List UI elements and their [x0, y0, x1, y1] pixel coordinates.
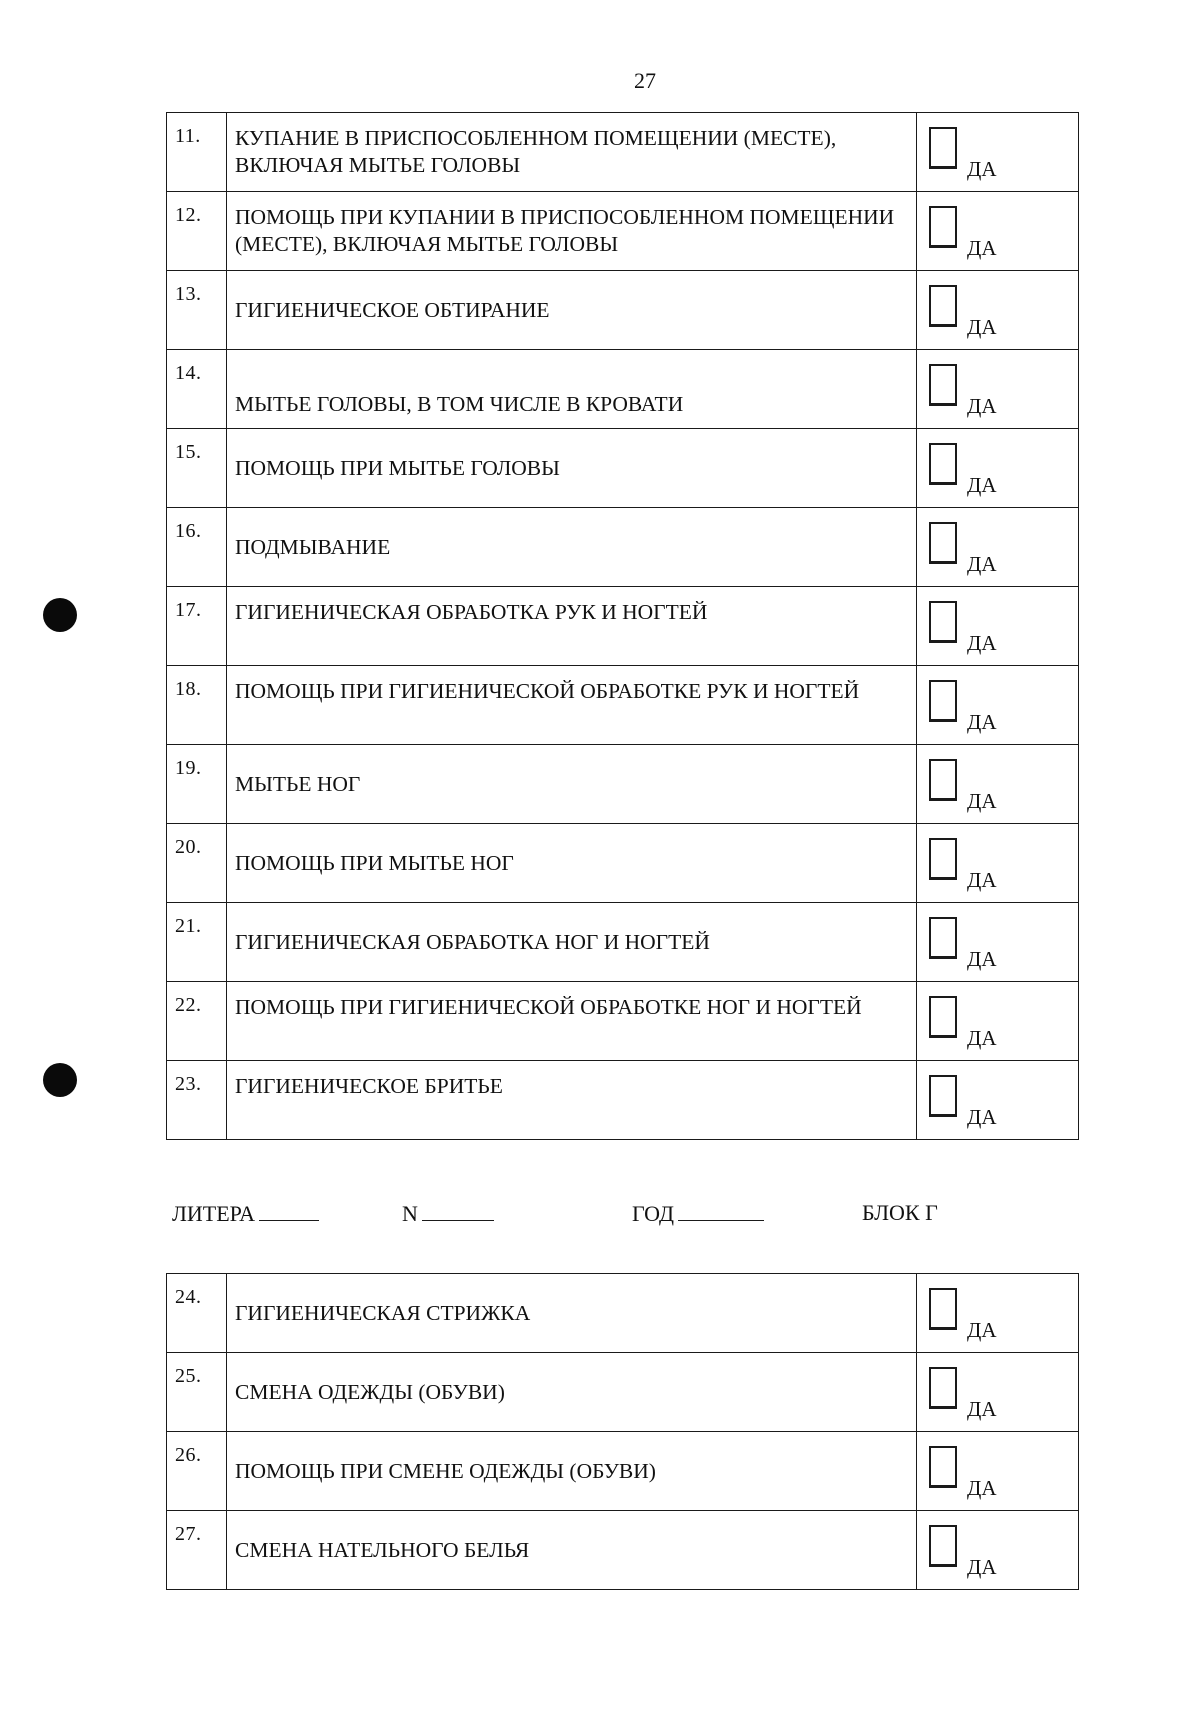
yes-label: ДА [967, 1318, 997, 1342]
table-row [167, 1061, 1079, 1140]
row-number-cell [167, 982, 227, 1061]
row-number: 16. [175, 520, 202, 542]
year-field [632, 1200, 764, 1227]
service-description-cell [227, 587, 917, 666]
yes-checkbox[interactable] [929, 1525, 957, 1567]
yes-label: ДА [967, 552, 997, 576]
yes-checkbox-cell [917, 1511, 1079, 1590]
table-row [167, 982, 1079, 1061]
table-row [167, 192, 1079, 271]
year-blank[interactable] [678, 1200, 764, 1221]
yes-checkbox[interactable] [929, 1288, 957, 1330]
row-number-cell [167, 271, 227, 350]
row-number: 24. [175, 1286, 202, 1308]
yes-checkbox[interactable] [929, 680, 957, 722]
block-label: БЛОК Г [862, 1200, 938, 1225]
service-description-cell [227, 1061, 917, 1140]
service-description: ПОМОЩЬ ПРИ КУПАНИИ В ПРИСПОСОБЛЕННОМ ПОМЕЩЕНИИ (МЕСТЕ), ВКЛЮЧАЯ МЫТЬЕ ГОЛОВЫ [235, 205, 895, 256]
service-description-cell [227, 429, 917, 508]
punch-hole-mark [43, 598, 77, 632]
yes-checkbox-cell [917, 1353, 1079, 1432]
service-description: ПОМОЩЬ ПРИ СМЕНЕ ОДЕЖДЫ (ОБУВИ) [235, 1458, 656, 1483]
row-number: 26. [175, 1444, 202, 1466]
row-number: 20. [175, 836, 202, 858]
yes-checkbox[interactable] [929, 838, 957, 880]
service-description: ГИГИЕНИЧЕСКОЕ БРИТЬЕ [235, 1074, 503, 1098]
table-row [167, 1274, 1079, 1353]
row-number-cell [167, 350, 227, 429]
row-number-cell [167, 1061, 227, 1140]
yes-checkbox-cell [917, 192, 1079, 271]
year-label: ГОД [632, 1201, 674, 1226]
row-number: 15. [175, 441, 202, 463]
service-description: СМЕНА ОДЕЖДЫ (ОБУВИ) [235, 1379, 505, 1404]
row-number-cell [167, 666, 227, 745]
yes-checkbox[interactable] [929, 364, 957, 406]
row-number: 19. [175, 757, 202, 779]
yes-checkbox-cell [917, 824, 1079, 903]
yes-checkbox-cell [917, 587, 1079, 666]
service-description: ГИГИЕНИЧЕСКОЕ ОБТИРАНИЕ [235, 297, 550, 322]
service-description-cell [227, 508, 917, 587]
row-number-cell [167, 1511, 227, 1590]
yes-checkbox-cell [917, 350, 1079, 429]
yes-label: ДА [967, 789, 997, 813]
yes-label: ДА [967, 394, 997, 418]
service-description-cell [227, 666, 917, 745]
service-description-cell [227, 1511, 917, 1590]
n-label: N [402, 1201, 418, 1226]
yes-checkbox[interactable] [929, 522, 957, 564]
yes-checkbox-cell [917, 1432, 1079, 1511]
yes-label: ДА [967, 631, 997, 655]
page-number: 27 [634, 68, 656, 93]
service-description-cell [227, 903, 917, 982]
row-number-cell [167, 1432, 227, 1511]
service-description-cell [227, 271, 917, 350]
service-description-cell [227, 982, 917, 1061]
service-description: ГИГИЕНИЧЕСКАЯ ОБРАБОТКА РУК И НОГТЕЙ [235, 600, 708, 624]
yes-option [929, 285, 1069, 345]
yes-option [929, 996, 1069, 1056]
yes-label: ДА [967, 1555, 997, 1579]
yes-option [929, 1446, 1069, 1506]
service-description-cell [227, 1274, 917, 1353]
yes-checkbox[interactable] [929, 996, 957, 1038]
yes-label: ДА [967, 947, 997, 971]
table-row [167, 745, 1079, 824]
table-row [167, 587, 1079, 666]
yes-option [929, 680, 1069, 740]
table-row [167, 429, 1079, 508]
yes-label: ДА [967, 315, 997, 339]
litera-field [172, 1200, 319, 1227]
service-description: ГИГИЕНИЧЕСКАЯ ОБРАБОТКА НОГ И НОГТЕЙ [235, 929, 710, 954]
yes-checkbox[interactable] [929, 601, 957, 643]
yes-option [929, 443, 1069, 503]
yes-option [929, 601, 1069, 661]
service-description: ПОМОЩЬ ПРИ МЫТЬЕ ГОЛОВЫ [235, 455, 560, 480]
service-description: ПОМОЩЬ ПРИ МЫТЬЕ НОГ [235, 850, 514, 875]
yes-checkbox-cell [917, 982, 1079, 1061]
yes-checkbox-cell [917, 666, 1079, 745]
yes-label: ДА [967, 1476, 997, 1500]
row-number-cell [167, 903, 227, 982]
yes-label: ДА [967, 236, 997, 260]
yes-label: ДА [967, 1026, 997, 1050]
table-row [167, 113, 1079, 192]
service-description: ГИГИЕНИЧЕСКАЯ СТРИЖКА [235, 1300, 531, 1325]
yes-label: ДА [967, 473, 997, 497]
n-field [402, 1200, 494, 1227]
yes-checkbox[interactable] [929, 1367, 957, 1409]
row-number-cell [167, 824, 227, 903]
yes-checkbox[interactable] [929, 917, 957, 959]
table-row [167, 271, 1079, 350]
table-row [167, 1353, 1079, 1432]
service-description: КУПАНИЕ В ПРИСПОСОБЛЕННОМ ПОМЕЩЕНИИ (МЕСТЕ), ВКЛЮЧАЯ МЫТЬЕ ГОЛОВЫ [235, 126, 837, 177]
service-table-part-2 [166, 1273, 1079, 1590]
row-number-cell [167, 1274, 227, 1353]
row-number-cell [167, 192, 227, 271]
row-number: 17. [175, 599, 202, 621]
yes-label: ДА [967, 157, 997, 181]
row-number-cell [167, 113, 227, 192]
yes-option [929, 1075, 1069, 1135]
yes-checkbox[interactable] [929, 1446, 957, 1488]
yes-label: ДА [967, 710, 997, 734]
row-number: 13. [175, 283, 202, 305]
yes-checkbox[interactable] [929, 206, 957, 248]
yes-option [929, 759, 1069, 819]
row-number: 27. [175, 1523, 202, 1545]
service-description: ПОМОЩЬ ПРИ ГИГИЕНИЧЕСКОЙ ОБРАБОТКЕ НОГ И НОГТЕЙ [235, 995, 862, 1019]
row-number-cell [167, 429, 227, 508]
yes-option [929, 838, 1069, 898]
yes-checkbox[interactable] [929, 759, 957, 801]
service-description-cell [227, 192, 917, 271]
n-blank[interactable] [422, 1200, 494, 1221]
service-description: МЫТЬЕ НОГ [235, 771, 361, 796]
litera-blank[interactable] [259, 1200, 319, 1221]
table-row [167, 666, 1079, 745]
yes-option [929, 206, 1069, 266]
yes-label: ДА [967, 1397, 997, 1421]
yes-checkbox-cell [917, 113, 1079, 192]
service-description-cell [227, 1353, 917, 1432]
yes-option [929, 364, 1069, 424]
yes-checkbox[interactable] [929, 285, 957, 327]
yes-checkbox-cell [917, 1061, 1079, 1140]
row-number-cell [167, 587, 227, 666]
yes-option [929, 1367, 1069, 1427]
service-description: СМЕНА НАТЕЛЬНОГО БЕЛЬЯ [235, 1537, 530, 1562]
row-number: 23. [175, 1073, 202, 1095]
row-number: 12. [175, 204, 202, 226]
yes-label: ДА [967, 868, 997, 892]
service-description: ПОМОЩЬ ПРИ ГИГИЕНИЧЕСКОЙ ОБРАБОТКЕ РУК И НОГТЕЙ [235, 679, 860, 703]
table-row [167, 824, 1079, 903]
yes-label: ДА [967, 1105, 997, 1129]
yes-checkbox[interactable] [929, 1075, 957, 1117]
service-description: ПОДМЫВАНИЕ [235, 534, 391, 559]
yes-checkbox-cell [917, 271, 1079, 350]
service-description-cell [227, 113, 917, 192]
row-number: 21. [175, 915, 202, 937]
yes-option [929, 1288, 1069, 1348]
service-description: МЫТЬЕ ГОЛОВЫ, В ТОМ ЧИСЛЕ В КРОВАТИ [235, 392, 684, 416]
yes-option [929, 917, 1069, 977]
yes-checkbox-cell [917, 745, 1079, 824]
service-description-cell [227, 745, 917, 824]
yes-checkbox[interactable] [929, 127, 957, 169]
row-number-cell [167, 1353, 227, 1432]
table-row [167, 903, 1079, 982]
yes-checkbox-cell [917, 903, 1079, 982]
row-number: 14. [175, 362, 202, 384]
table-row [167, 508, 1079, 587]
row-number-cell [167, 745, 227, 824]
yes-option [929, 522, 1069, 582]
table-row [167, 1511, 1079, 1590]
row-number: 11. [175, 125, 201, 147]
yes-option [929, 127, 1069, 187]
service-table-part-1 [166, 112, 1079, 1140]
table-row [167, 350, 1079, 429]
yes-option [929, 1525, 1069, 1585]
yes-checkbox-cell [917, 508, 1079, 587]
row-number-cell [167, 508, 227, 587]
table-row [167, 1432, 1079, 1511]
service-description-cell [227, 350, 917, 429]
service-description-cell [227, 1432, 917, 1511]
row-number: 18. [175, 678, 202, 700]
yes-checkbox[interactable] [929, 443, 957, 485]
yes-checkbox-cell [917, 1274, 1079, 1353]
yes-checkbox-cell [917, 429, 1079, 508]
service-description-cell [227, 824, 917, 903]
row-number: 22. [175, 994, 202, 1016]
litera-label: ЛИТЕРА [172, 1201, 255, 1226]
punch-hole-mark [43, 1063, 77, 1097]
row-number: 25. [175, 1365, 202, 1387]
record-id-line [172, 1200, 1072, 1240]
